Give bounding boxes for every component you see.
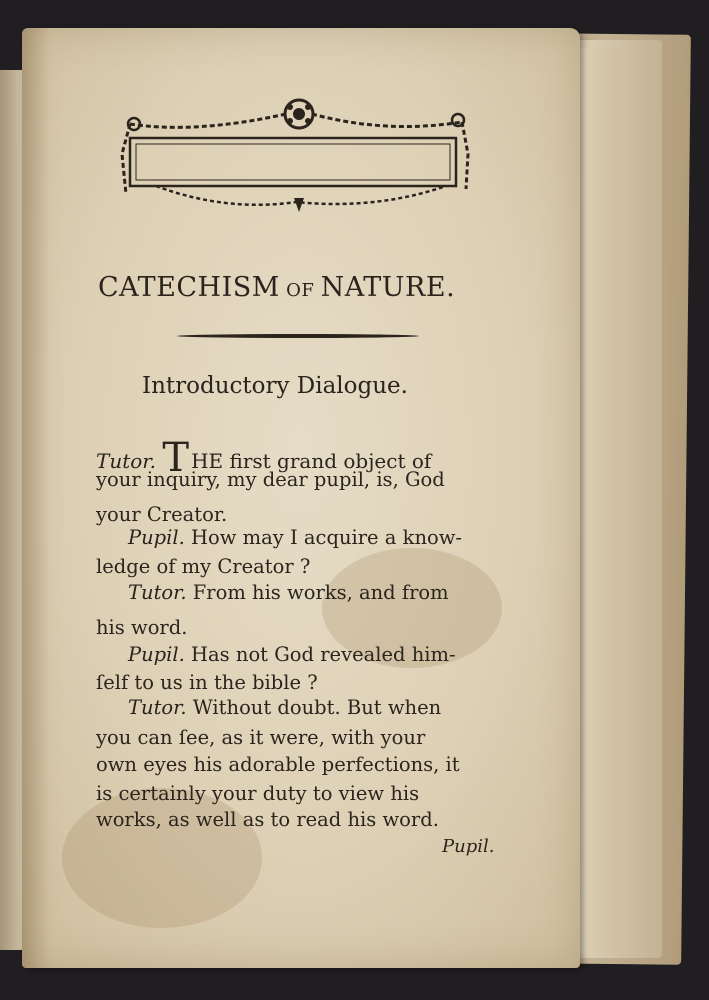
text-line: own eyes his adorable perfections, it: [96, 753, 460, 776]
text-line: your Creator.: [96, 503, 228, 526]
drop-cap: T: [162, 435, 190, 481]
text-line: his word.: [96, 616, 188, 639]
page-title: CATECHISM OF NATURE.: [98, 272, 456, 303]
title-divider: [177, 334, 419, 338]
text-line: is certainly your duty to view his: [96, 782, 420, 805]
catchword: Pupil.: [442, 836, 495, 857]
text-line: ledge of my Creator ?: [96, 555, 311, 578]
decorative-header-ornament: [116, 94, 476, 214]
text-line: works, as well as to read his word.: [96, 808, 439, 831]
text-line: Pupil. How may I acquire a know-: [128, 526, 463, 549]
text-line: Tutor. Without doubt. But when: [128, 696, 442, 719]
book-page: [22, 28, 580, 968]
text-line: ſelf to us in the bible ?: [96, 671, 318, 694]
text-line: Tutor. T HE first grand object of: [96, 435, 432, 481]
text-line: your inquiry, my dear pupil, is, God: [96, 468, 445, 491]
text-line: Tutor. From his works, and from: [128, 581, 449, 604]
section-heading: Introductory Dialogue.: [142, 373, 408, 399]
text-line: you can ſee, as it were, with your: [96, 726, 426, 749]
text-line: Pupil. Has not God revealed him-: [128, 643, 456, 666]
